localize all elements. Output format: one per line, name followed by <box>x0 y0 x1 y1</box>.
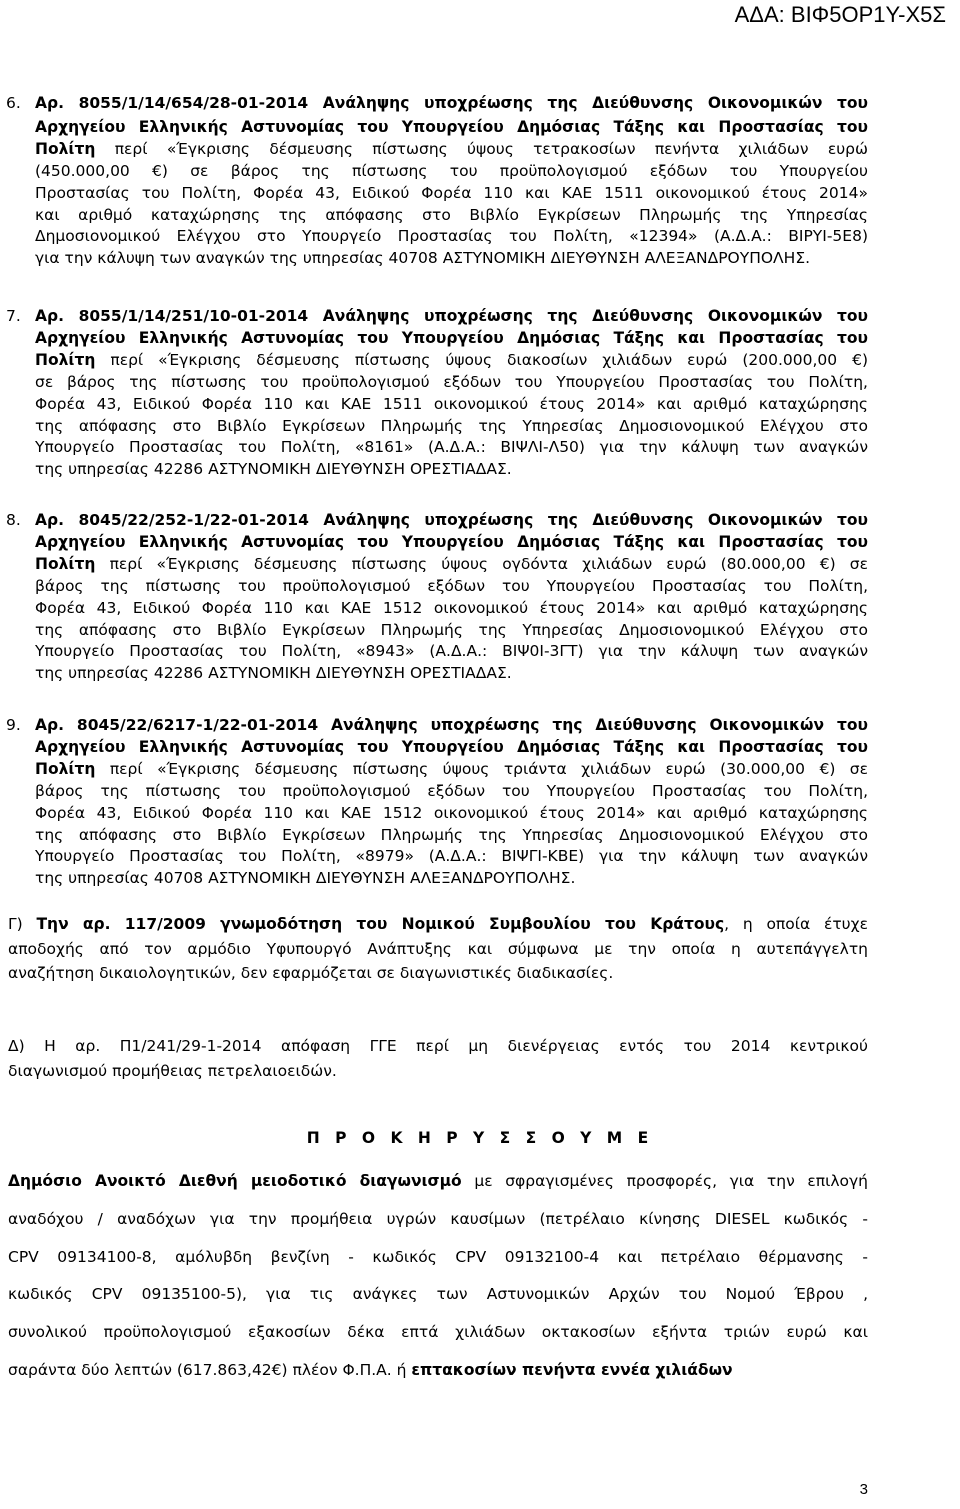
item-line: Αρχηγείου Ελληνικής Αστυνομίας του Υπουργείου Δημόσιας Τάξης και Προστασίας του <box>35 117 868 136</box>
item-line: Αρ. 8045/22/252-1/22-01-2014 Ανάληψης υποχρέωσης της Διεύθυνσης Οικονομικών του <box>35 511 868 529</box>
text-line: CPV 09134100-8, αμόλυβδη βενζίνη - κωδικός CPV 09132100-4 και πετρέλαιο θέρμανσης - <box>8 1247 868 1266</box>
item-line: της υπηρεσίας 42286 ΑΣΤΥΝΟΜΙΚΗ ΔΙΕΥΘΥΝΣΗ ΟΡΕΣΤΙΑΔΑΣ. <box>35 460 512 479</box>
item-line: Δημοσιονομικού Ελέγχου στο Υπουργείο Προστασίας του Πολίτη, «12394» (Α.Δ.Α.: ΒΙΡΥΙ-5Ε8) <box>35 227 868 246</box>
item-line: βάρος της πίστωσης του προϋπολογισμού εξόδων του Υπουργείου Προστασίας του Πολίτη, <box>35 781 868 800</box>
item-line: Αρ. 8055/1/14/251/10-01-2014 Ανάληψης υποχρέωσης της Διεύθυνσης Οικονομικών του <box>35 307 868 325</box>
item-line: της υπηρεσίας 42286 ΑΣΤΥΝΟΜΙΚΗ ΔΙΕΥΘΥΝΣΗ ΟΡΕΣΤΙΑΔΑΣ. <box>35 664 512 683</box>
item-line: Αρ. 8055/1/14/654/28-01-2014 Ανάληψης υποχρέωσης της Διεύθυνσης Οικονομικών του <box>35 94 868 112</box>
text-line: αναζήτηση δικαιολογητικών, δεν εφαρμόζεται σε διαγωνιστικές διαδικασίες. <box>8 964 614 982</box>
item-line: Πολίτη περί «Έγκρισης δέσμευσης πίστωσης ύψους τετρακοσίων πενήντα χιλιάδων ευρώ <box>35 139 868 158</box>
item-line: Αρχηγείου Ελληνικής Αστυνομίας του Υπουργείου Δημόσιας Τάξης και Προστασίας του <box>35 532 868 551</box>
item-number: 7. <box>6 307 21 325</box>
text-line: Δημόσιο Ανοικτό Διεθνή μειοδοτικό διαγωνισμό με σφραγισμένες προσφορές, για την επιλογή <box>8 1172 868 1190</box>
item-line: για την κάλυψη των αναγκών της υπηρεσίας 40708 ΑΣΤΥΝΟΜΙΚΗ ΔΙΕΥΘΥΝΣΗ ΑΛΕΞΑΝΔΡΟΥΠΟΛΗΣ. <box>35 249 811 268</box>
item-line: της απόφασης στο Βιβλίο Εγκρίσεων Πληρωμής της Υπηρεσίας Δημοσιονομικού Ελέγχου στο <box>35 825 868 844</box>
text-line: Δ) Η αρ. Π1/241/29-1-2014 απόφαση ΓΓΕ περί μη διενέργειας εντός του 2014 κεντρικού <box>8 1037 868 1055</box>
item-line: Αρχηγείου Ελληνικής Αστυνομίας του Υπουργείου Δημόσιας Τάξης και Προστασίας του <box>35 328 868 347</box>
item-number: 9. <box>6 716 21 734</box>
text-line: συνολικού προϋπολογισμού εξακοσίων δέκα επτά χιλιάδων οκτακοσίων εξήντα τριών ευρώ και <box>8 1323 868 1342</box>
item-line: (450.000,00 €) σε βάρος της πίστωσης του προϋπολογισμού εξόδων του Υπουργείου <box>35 161 868 180</box>
item-line: Αρ. 8045/22/6217-1/22-01-2014 Ανάληψης υποχρέωσης της Διεύθυνσης Οικονομικών του <box>35 716 868 734</box>
item-line: Προστασίας του Πολίτη, Φορέα 43, Ειδικού Φορέα 110 και ΚΑΕ 1511 οικονομικού έτους 2014» <box>35 183 868 202</box>
item-line: Υπουργείο Προστασίας του Πολίτη, «8161» (Α.Δ.Α.: ΒΙΨΛΙ-Λ50) για την κάλυψη των αναγκών <box>35 438 868 457</box>
item-line: της απόφασης στο Βιβλίο Εγκρίσεων Πληρωμής της Υπηρεσίας Δημοσιονομικού Ελέγχου στο <box>35 416 868 435</box>
item-line: και αριθμό καταχώρησης της απόφασης στο Βιβλίο Εγκρίσεων Πληρωμής της Υπηρεσίας <box>35 205 868 224</box>
text-line: διαγωνισμού προμήθειας πετρελαιοειδών. <box>8 1061 337 1080</box>
item-line: Πολίτη περί «Έγκρισης δέσμευσης πίστωσης ύψους διακοσίων χιλιάδων ευρώ (200.000,00 €) <box>35 350 868 369</box>
item-line: Υπουργείο Προστασίας του Πολίτη, «8943» (Α.Δ.Α.: ΒΙΨ0Ι-3ΓΤ) για την κάλυψη των αναγκών <box>35 642 868 661</box>
item-line: σε βάρος της πίστωσης του προϋπολογισμού εξόδων του Υπουργείου Προστασίας του Πολίτη, <box>35 372 868 391</box>
item-line: της υπηρεσίας 40708 ΑΣΤΥΝΟΜΙΚΗ ΔΙΕΥΘΥΝΣΗ ΑΛΕΞΑΝΔΡΟΥΠΟΛΗΣ. <box>35 869 576 888</box>
item-line: Φορέα 43, Ειδικού Φορέα 110 και ΚΑΕ 1512 οικονομικού έτους 2014» και αριθμό καταχώρησης <box>35 803 868 822</box>
item-line: της απόφασης στο Βιβλίο Εγκρίσεων Πληρωμής της Υπηρεσίας Δημοσιονομικού Ελέγχου στο <box>35 620 868 639</box>
text-line: αναδόχου / αναδόχων για την προμήθεια υγρών καυσίμων (πετρέλαιο κίνησης DIESEL κωδικός - <box>8 1209 868 1228</box>
item-line: Φορέα 43, Ειδικού Φορέα 110 και ΚΑΕ 1511 οικονομικού έτους 2014» και αριθμό καταχώρησης <box>35 394 868 413</box>
ada-code: ΑΔΑ: ΒΙΦ5ΟΡ1Υ-Χ5Σ <box>734 2 946 27</box>
item-line: Φορέα 43, Ειδικού Φορέα 110 και ΚΑΕ 1512 οικονομικού έτους 2014» και αριθμό καταχώρησης <box>35 598 868 617</box>
text-line: Γ) Την αρ. 117/2009 γνωμοδότηση του Νομικού Συμβουλίου του Κράτους, η οποία έτυχε <box>8 915 868 933</box>
item-line: βάρος της πίστωσης του προϋπολογισμού εξόδων του Υπουργείου Προστασίας του Πολίτη, <box>35 576 868 595</box>
item-line: Υπουργείο Προστασίας του Πολίτη, «8979» (Α.Δ.Α.: ΒΙΨΓΙ-ΚΒΕ) για την κάλυψη των αναγκών <box>35 847 868 866</box>
text-line: σαράντα δύο λεπτών (617.863,42€) πλέον Φ.Π.Α. ή επτακοσίων πενήντα εννέα χιλιάδων <box>8 1361 733 1379</box>
item-line: Πολίτη περί «Έγκρισης δέσμευσης πίστωσης ύψους ογδόντα χιλιάδων ευρώ (80.000,00 €) σε <box>35 554 868 573</box>
item-number: 8. <box>6 511 21 529</box>
text-line: κωδικός CPV 09135100-5), για τις ανάγκες των Αστυνομικών Αρχών του Νομού Έβρου , <box>8 1285 868 1304</box>
text-line: αποδοχής από τον αρμόδιο Υφυπουργό Ανάπτυξης και σύμφωνα με την οποία η αυτεπάγγελτη <box>8 939 868 958</box>
page-number: 3 <box>859 1481 868 1498</box>
item-number: 6. <box>6 94 21 112</box>
item-line: Αρχηγείου Ελληνικής Αστυνομίας του Υπουργείου Δημόσιας Τάξης και Προστασίας του <box>35 737 868 756</box>
proclamation-heading: Π Ρ Ο Κ Η Ρ Υ Σ Σ Ο Υ Μ Ε <box>306 1129 654 1147</box>
item-line: Πολίτη περί «Έγκρισης δέσμευσης πίστωσης ύψους τριάντα χιλιάδων ευρώ (30.000,00 €) σε <box>35 759 868 778</box>
